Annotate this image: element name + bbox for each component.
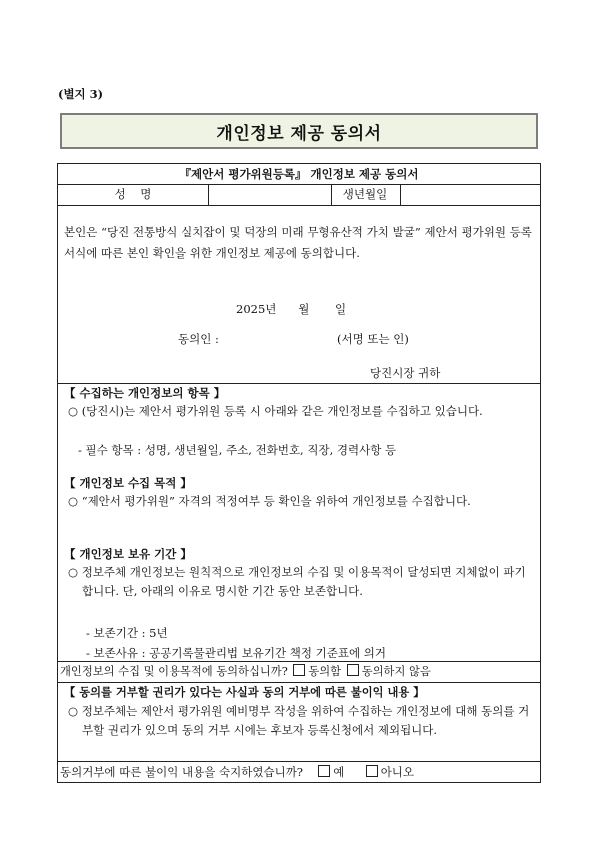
divider bbox=[58, 661, 540, 662]
signature-hint: (서명 또는 인) bbox=[337, 332, 409, 346]
no-label: 아니오 bbox=[380, 765, 415, 779]
document-title-text: 개인정보 제공 동의서 bbox=[216, 123, 382, 144]
question-acknowledge-text: 동의거부에 따른 불이익 내용을 숙지하였습니까? bbox=[60, 765, 303, 779]
divider bbox=[58, 205, 540, 206]
name-label: 성 명 bbox=[114, 187, 152, 201]
divider bbox=[58, 761, 540, 762]
section-collected-items-bullet: ○ (당진시)는 제안서 평가위원 등록 시 아래와 같은 개인정보를 수집하고 있습니다. bbox=[68, 404, 483, 418]
disagree-checkbox[interactable] bbox=[347, 664, 359, 676]
question-acknowledge-row bbox=[58, 763, 540, 781]
divider bbox=[331, 184, 332, 205]
disagree-label: 동의하지 않음 bbox=[361, 665, 431, 678]
document-title bbox=[60, 113, 538, 149]
addressee: 당진시장 귀하 bbox=[370, 366, 441, 380]
section-refusal-heading: 【 동의를 거부할 권리가 있다는 사실과 동의 거부에 따른 불이익 내용 】 bbox=[64, 686, 425, 699]
divider bbox=[400, 184, 401, 205]
section-collected-items-item: - 필수 항목 : 성명, 생년월일, 주소, 전화번호, 직장, 경력사항 등 bbox=[78, 443, 397, 457]
question-consent-text: 개인정보의 수집 및 이용목적에 동의하십니까? bbox=[60, 665, 288, 678]
name-field[interactable] bbox=[209, 185, 329, 203]
form-header: 『제안서 평가위원등록』 개인정보 제공 동의서 bbox=[179, 167, 419, 181]
attachment-label: (별지 3) bbox=[58, 87, 104, 101]
section-retention-item-reason: - 보존사유 : 공공기록물관리법 보유기간 책정 기준표에 의거 bbox=[86, 646, 386, 660]
agree-label: 동의함 bbox=[308, 665, 342, 678]
section-purpose-bullet: ○ “제안서 평가위원” 자격의 적정여부 등 확인을 위하여 개인정보를 수집합니다. bbox=[68, 494, 471, 508]
birthdate-label: 생년월일 bbox=[342, 187, 388, 201]
birthdate-field[interactable] bbox=[402, 185, 540, 203]
section-retention-heading: 【 개인정보 보유 기간 】 bbox=[64, 547, 192, 561]
consent-form bbox=[57, 163, 541, 783]
no-checkbox[interactable] bbox=[366, 765, 378, 777]
yes-checkbox[interactable] bbox=[318, 765, 330, 777]
date-line: 2025년 월 일 bbox=[236, 302, 347, 316]
yes-label: 예 bbox=[333, 765, 345, 779]
section-purpose-heading: 【 개인정보 수집 목적 】 bbox=[64, 476, 192, 490]
section-refusal-bullet: ○ 정보주체는 제안서 평가위원 예비명부 작성을 위하여 수집하는 개인정보에 대해 동의를 거부할 권리가 있으며 동의 거부 시에는 후보자 등록신청에서 제외됩니다. bbox=[68, 704, 530, 737]
divider bbox=[208, 184, 209, 205]
name-birth-row bbox=[58, 185, 540, 205]
section-retention-item-period: - 보존기간 : 5년 bbox=[86, 626, 168, 640]
question-consent-row bbox=[58, 663, 540, 681]
divider bbox=[58, 782, 540, 783]
divider bbox=[58, 682, 540, 683]
consent-statement: 본인은 “당진 전통방식 실치잡이 및 덕장의 미래 무형유산적 가치 발굴” 제안서 평가위원 등록 서식에 따른 본인 확인을 위한 개인정보 제공에 동의합니다. bbox=[64, 225, 532, 260]
signer-field[interactable] bbox=[238, 330, 328, 348]
section-collected-items-heading: 【 수집하는 개인정보의 항목 】 bbox=[64, 386, 226, 400]
section-retention-bullet: ○ 정보주체 개인정보는 원칙적으로 개인정보의 수집 및 이용목적이 달성되면 지체없이 파기합니다. 단, 아래의 이유로 명시한 기간 동안 보존합니다. bbox=[68, 565, 526, 598]
signer-label: 동의인 : bbox=[178, 332, 219, 346]
agree-checkbox[interactable] bbox=[293, 664, 305, 676]
